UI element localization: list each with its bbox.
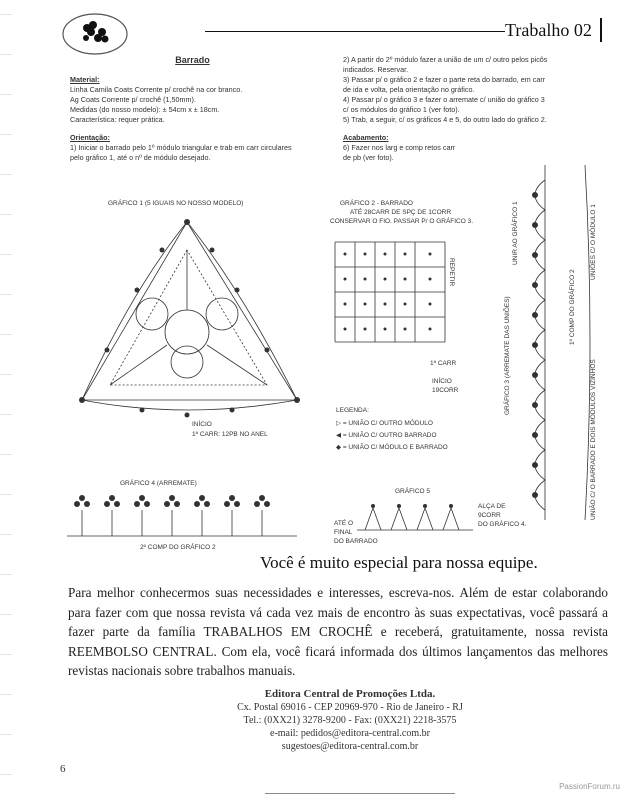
step-line: 5) Trab, a seguir, c/ os gráficos 4 e 5, do outro lado do gráfico 2. bbox=[343, 115, 547, 124]
material-line: Característica: requer prática. bbox=[70, 115, 165, 124]
legend-label: = UNIÃO C/ OUTRO MÓDULO bbox=[342, 420, 433, 427]
step-line: indicados. Reservar. bbox=[343, 65, 409, 74]
legend-symbol-icon: ◀ bbox=[336, 432, 341, 439]
graph1-diagram bbox=[62, 210, 322, 435]
graph4-note: 2º COMP DO GRÁFICO 2 bbox=[140, 544, 216, 551]
flower-logo bbox=[60, 8, 130, 60]
orientation-line: 1) Iniciar o barrado pelo 1º módulo triangular e trab em carr circulares bbox=[70, 143, 292, 152]
graph2-start2: 19CORR bbox=[432, 387, 459, 394]
graph2-repeat: REPETIR bbox=[448, 258, 455, 287]
section-heading: Barrado bbox=[175, 55, 210, 65]
left-column bbox=[70, 55, 315, 163]
graph3-label4: UNIÕES C/ O MÓDULO 1 bbox=[590, 204, 597, 280]
graph1-title: GRÁFICO 1 (5 IGUAIS NO NOSSO MODELO) bbox=[108, 200, 244, 207]
finish-label: Acabamento: bbox=[343, 133, 389, 142]
step-line: 2) A partir do 2º módulo fazer a união de um c/ outro pelos picôs bbox=[343, 55, 548, 64]
graph5-left1: ATÉ O bbox=[334, 520, 354, 527]
graph5-diagram bbox=[355, 496, 475, 536]
graph5-right1: ALÇA DE bbox=[478, 503, 506, 510]
graph4-diagram bbox=[62, 488, 302, 544]
graph2-sub1: ATÉ 28CARR DE SPÇ DE 1CORR bbox=[350, 209, 452, 216]
scan-edge bbox=[0, 0, 12, 800]
graph3-label1: UNIR AO GRÁFICO 1 bbox=[512, 201, 519, 265]
orientation-line: pelo gráfico 1, até o nº de módulo desejado. bbox=[70, 153, 211, 162]
legend-item-2 bbox=[336, 431, 437, 439]
material-line: Medidas (do nosso modelo): ± 54cm x ± 18cm. bbox=[70, 105, 220, 114]
bottom-rule bbox=[265, 793, 455, 794]
step-line: c/ os módulos do gráfico 1 (ver foto). bbox=[343, 105, 460, 114]
graph3-label2: GRÁFICO 3 (ARREMATE DAS UNIÕES) bbox=[504, 296, 511, 415]
legend-symbol-icon: ◆ bbox=[336, 444, 341, 451]
legend-symbol-icon: ▷ bbox=[336, 420, 341, 427]
graph2-start: INÍCIO bbox=[432, 378, 452, 385]
publisher-email-2: sugestoes@editora-central.com.br bbox=[281, 741, 419, 752]
graph1-note: 1ª CARR: 12PB NO ANEL bbox=[192, 431, 268, 438]
graph5-right3: DO GRÁFICO 4. bbox=[478, 521, 527, 528]
graph2-sub2: CONSERVAR O FIO. PASSAR P/ O GRÁFICO 3. bbox=[330, 218, 474, 225]
publisher-email: e-mail: pedidos@editora-central.com.br bbox=[270, 728, 430, 739]
graph1-start: INÍCIO bbox=[192, 421, 212, 428]
ad-body: Para melhor conhecermos suas necessidades e interesses, escreva-nos. Além de estar colaborando para fazer com que nossa revista vá cada vez mais de encontro às suas expectativas, você passará a fazer parte da família TRABALHOS EM CROCHÊ e receberá, gratuitamente, nossa revista REEMBOLSO CENTRAL. Com ela, você ficará informada dos últimos lançamentos das melhores revistas nacionais sobre trabalhos manuais. bbox=[68, 585, 608, 678]
legend-item-3 bbox=[336, 443, 448, 451]
graph2-diagram bbox=[330, 232, 460, 372]
page-title: Trabalho 02 bbox=[505, 20, 592, 40]
step-line: 3) Passar p/ o gráfico 2 e fazer o parte reta do barrado, em carr bbox=[343, 75, 546, 84]
step-line: de ida e volta, pela orientação no gráfico. bbox=[343, 85, 475, 94]
graph3-label3: 1º COMP DO GRÁFICO 2 bbox=[569, 269, 576, 345]
watermark: PassionForum.ru bbox=[559, 782, 620, 791]
legend-label: = UNIÃO C/ MÓDULO E BARRADO bbox=[342, 444, 448, 451]
step-line: 4) Passar p/ o gráfico 3 e fazer o arremate c/ união do gráfico 3 bbox=[343, 95, 545, 104]
header-rule bbox=[205, 31, 505, 32]
legend-title: LEGENDA: bbox=[336, 407, 369, 414]
orientation-label: Orientação: bbox=[70, 133, 110, 142]
graph4-title: GRÁFICO 4 (ARREMATE) bbox=[120, 480, 197, 487]
publisher-block bbox=[190, 688, 510, 753]
legend-label: = UNIÃO C/ OUTRO BARRADO bbox=[342, 432, 437, 439]
publisher-name: Editora Central de Promoções Ltda. bbox=[264, 688, 436, 700]
material-line: Ag Coats Corrente p/ crochê (1,50mm). bbox=[70, 95, 196, 104]
graph2-row1: 1ª CARR bbox=[430, 360, 457, 367]
graph3-label5: UNIÃO C/ O BARRADO E DOIS MÓDULOS VIZINHOS bbox=[590, 359, 597, 520]
header-bar bbox=[600, 18, 602, 42]
graph2-title: GRÁFICO 2 - BARRADO bbox=[340, 200, 413, 207]
graph5-title: GRÁFICO 5 bbox=[395, 488, 431, 495]
publisher-phone: Tel.: (0XX21) 3278-9200 - Fax: (0XX21) 2218-3575 bbox=[243, 715, 457, 726]
material-label: Material: bbox=[70, 75, 100, 84]
material-line: Linha Camila Coats Corrente p/ crochê na cor branco. bbox=[70, 85, 243, 94]
ad-title: Você é muito especial para nossa equipe. bbox=[260, 553, 538, 572]
graph5-left3: DO BARRADO bbox=[334, 538, 378, 545]
finish-line: de pb (ver foto). bbox=[343, 153, 394, 162]
page-number: 6 bbox=[60, 763, 66, 775]
graph5-left2: FINAL bbox=[334, 529, 353, 536]
legend-item-1 bbox=[336, 419, 433, 427]
right-column bbox=[343, 55, 593, 163]
finish-line: 6) Fazer nos larg e comp retos carr bbox=[343, 143, 456, 152]
publisher-address: Cx. Postal 69016 - CEP 20969-970 - Rio de Janeiro - RJ bbox=[237, 702, 463, 713]
graph5-right2: 9CORR bbox=[478, 512, 501, 519]
